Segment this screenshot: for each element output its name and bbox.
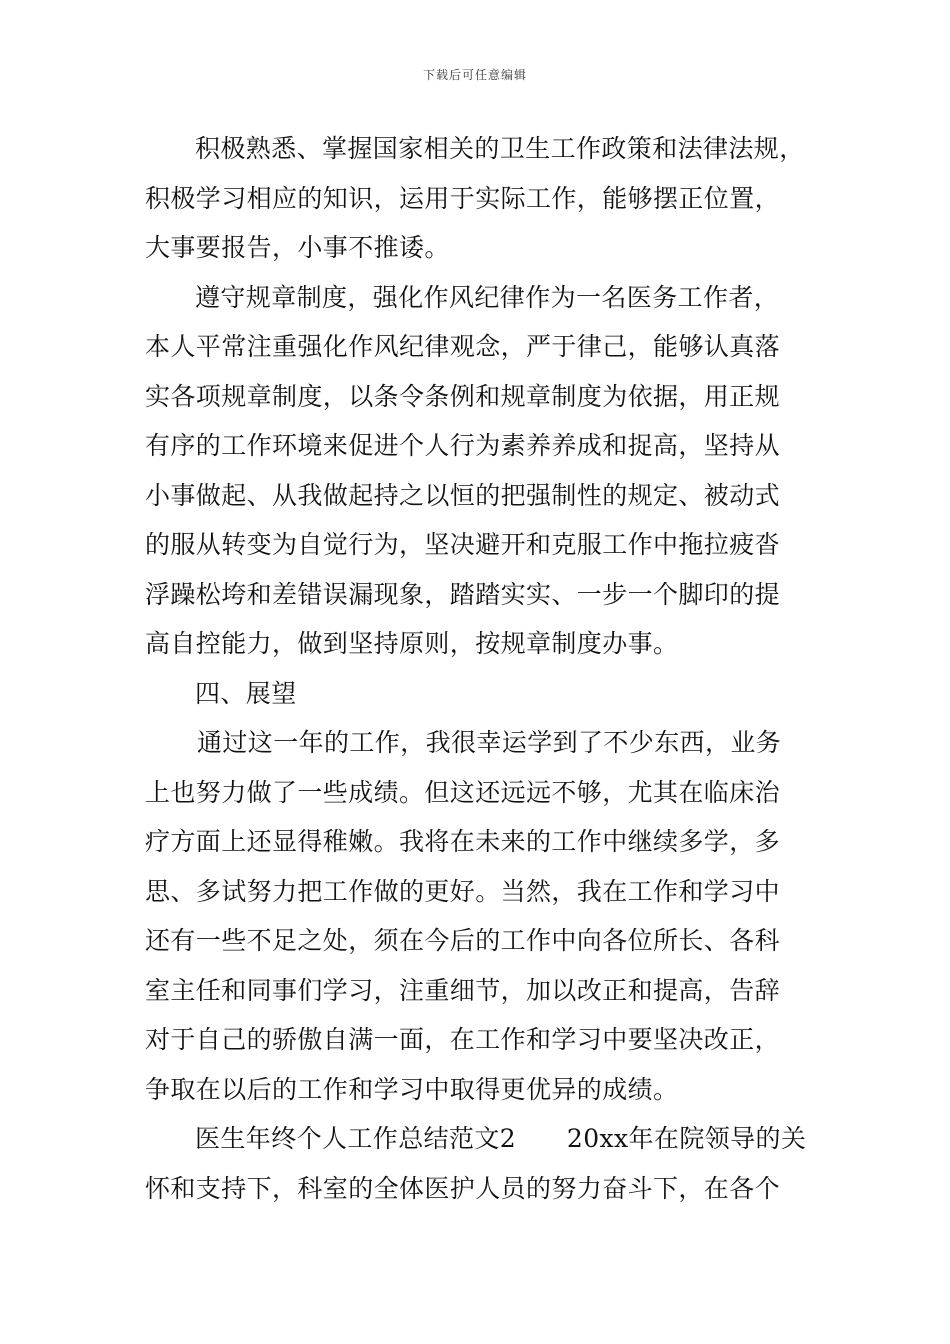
text-line: 上也努力做了一些成绩。但这还远远不够，尤其在临床治: [145, 777, 781, 807]
text-line: 积极熟悉、掌握国家相关的卫生工作政策和法律法规，: [195, 134, 805, 163]
text-line: 思、多试努力把工作做的更好。当然，我在工作和学习中: [145, 876, 781, 906]
text-line: 积极学习相应的知识，运用于实际工作，能够摆正位置，: [145, 183, 781, 213]
text-line: 争取在以后的工作和学习中取得更优异的成绩。: [145, 1074, 679, 1104]
document-body: [145, 124, 813, 1213]
text-line: 医生年终个人工作总结范文2 20xx年在院领导的关: [195, 1124, 807, 1153]
text-line: 室主任和同事们学习，注重细节，加以改正和提高，告辞: [145, 975, 781, 1005]
text-line: 疗方面上还显得稚嫩。我将在未来的工作中继续多学，多: [145, 827, 781, 856]
page-header: 下载后可任意编辑: [422, 68, 527, 82]
text-line: 实各项规章制度，以条令条例和规章制度为依据，用正规: [145, 381, 781, 411]
text-line: 小事做起、从我做起持之以恒的把强制性的规定、被动式: [145, 480, 781, 510]
text-line: 本人平常注重强化作风纪律观念，严于律己，能够认真落: [145, 332, 781, 361]
text-line: 的服从转变为自觉行为，坚决避开和克服工作中拖拉疲沓: [145, 530, 781, 559]
text-line: 高自控能力，做到坚持原则，按规章制度办事。: [145, 629, 679, 658]
text-line: 浮躁松垮和差错误漏现象，踏踏实实、一步一个脚印的提: [145, 579, 781, 609]
text-line: 遵守规章制度，强化作风纪律作为一名医务工作者，: [195, 282, 780, 312]
text-line: 通过这一年的工作，我很幸运学到了不少东西，业务: [197, 728, 782, 757]
text-line: 怀和支持下，科室的全体医护人员的努力奋斗下，在各个: [145, 1173, 781, 1203]
text-line: 大事要报告，小事不推诿。: [145, 233, 450, 262]
text-line: 对于自己的骄傲自满一面，在工作和学习中要坚决改正，: [145, 1025, 781, 1054]
text-line: 还有一些不足之处，须在今后的工作中向各位所长、各科: [145, 926, 781, 955]
section-heading: 四、展望: [195, 678, 297, 708]
text-line: 有序的工作环境来促进个人行为素养养成和捉高，坚持从: [145, 431, 781, 460]
